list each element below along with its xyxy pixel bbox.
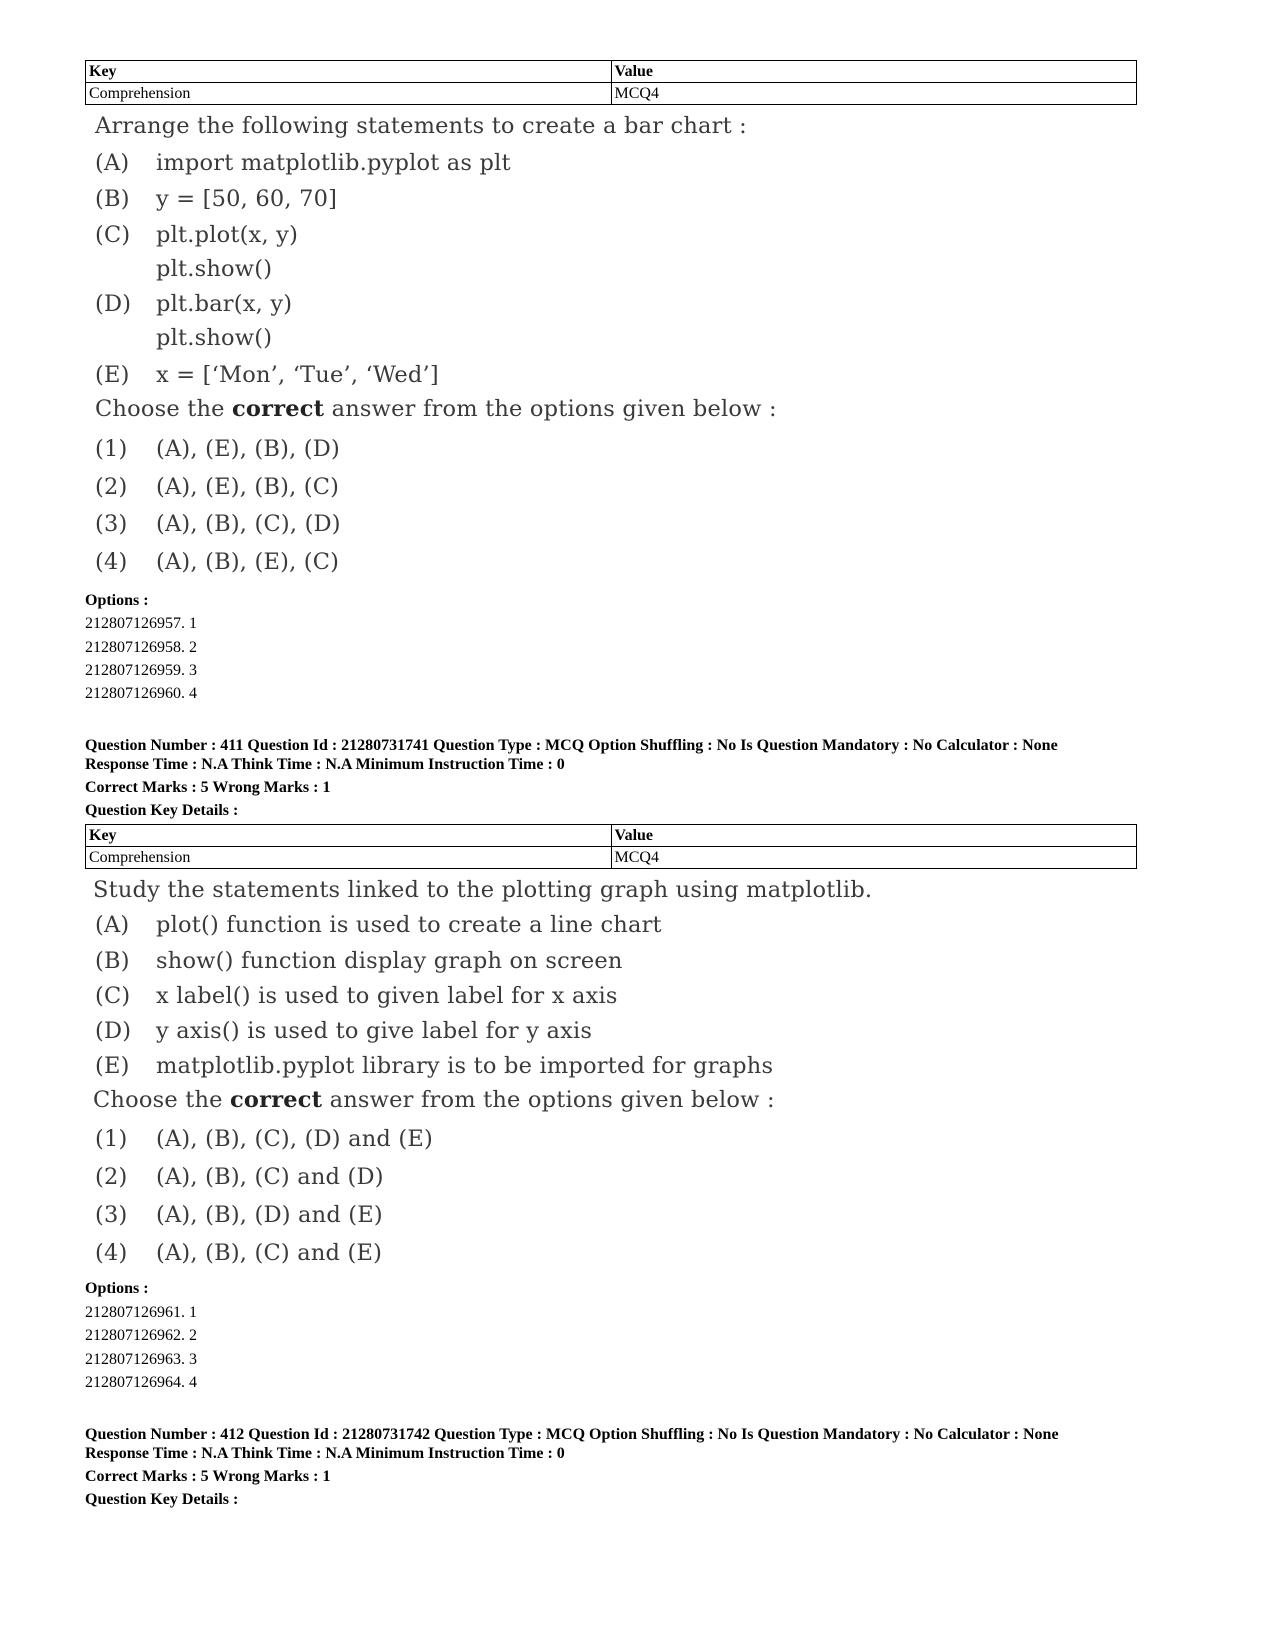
option-item: 212807126960. 4: [85, 685, 197, 702]
choose-instruction: Choose the correct answer from the options given below :: [95, 396, 777, 422]
answer-number: (4): [95, 549, 128, 575]
answer-number: (1): [95, 436, 128, 462]
answer-number: (2): [95, 474, 128, 500]
table-cell-key: Comprehension: [86, 83, 612, 105]
answer-text: (A), (E), (B), (D): [156, 436, 340, 462]
option-item: 212807126961. 1: [85, 1304, 197, 1321]
statement-text: y axis() is used to give label for y axis: [156, 1018, 593, 1044]
statement-text: import matplotlib.pyplot as plt: [156, 150, 511, 176]
choose-instruction: Choose the correct answer from the options given below :: [93, 1087, 775, 1113]
statement-text: matplotlib.pyplot library is to be imported for graphs: [156, 1053, 774, 1079]
answer-number: (4): [95, 1240, 128, 1266]
options-label: Options :: [85, 592, 149, 609]
statement-tag: (C): [95, 222, 131, 248]
statement-text: x = [‘Mon’, ‘Tue’, ‘Wed’]: [156, 362, 439, 388]
answer-number: (1): [95, 1126, 128, 1152]
question-meta-line2: Response Time : N.A Think Time : N.A Minimum Instruction Time : 0: [85, 756, 565, 773]
table-header-key: Key: [86, 825, 612, 847]
table-header-value: Value: [611, 61, 1137, 83]
table-cell-key: Comprehension: [86, 847, 612, 869]
table-header-value: Value: [611, 825, 1137, 847]
statement-tag: (C): [95, 983, 131, 1009]
statement-tag: (A): [95, 150, 130, 176]
statement-tag: (B): [95, 186, 130, 212]
option-item: 212807126964. 4: [85, 1374, 197, 1391]
statement-text: plt.bar(x, y): [156, 291, 293, 317]
statement-text: plot() function is used to create a line chart: [156, 912, 662, 938]
statement-tag: (B): [95, 948, 130, 974]
question-meta-line2: Response Time : N.A Think Time : N.A Minimum Instruction Time : 0: [85, 1445, 565, 1462]
statement-text: x label() is used to given label for x axis: [156, 983, 618, 1009]
question-stem: Arrange the following statements to create a bar chart :: [95, 113, 747, 139]
option-item: 212807126958. 2: [85, 639, 197, 656]
statement-tag: (D): [95, 291, 132, 317]
answer-number: (3): [95, 1202, 128, 1228]
question-meta-line1: Question Number : 411 Question Id : 21280731741 Question Type : MCQ Option Shuffling : No Is Question Mandatory : No Calculator : None: [85, 737, 1058, 754]
option-item: 212807126962. 2: [85, 1327, 197, 1344]
answer-number: (3): [95, 511, 128, 537]
question-stem: Study the statements linked to the plotting graph using matplotlib.: [93, 877, 873, 903]
statement-tag: (A): [95, 912, 130, 938]
q410-key-table: [85, 60, 1137, 105]
options-label: Options :: [85, 1280, 149, 1297]
question-key-details: Question Key Details :: [85, 802, 239, 819]
table-cell-value: MCQ4: [611, 83, 1137, 105]
q411-key-table: [85, 824, 1137, 869]
statement-text: plt.show(): [156, 325, 273, 351]
question-meta-line1: Question Number : 412 Question Id : 21280731742 Question Type : MCQ Option Shuffling : No Is Question Mandatory : No Calculator : None: [85, 1426, 1059, 1443]
answer-text: (A), (B), (D) and (E): [156, 1202, 383, 1228]
answer-text: (A), (B), (E), (C): [156, 549, 340, 575]
statement-text: plt.show(): [156, 256, 273, 282]
option-item: 212807126963. 3: [85, 1351, 197, 1368]
statement-text: y = [50, 60, 70]: [156, 186, 338, 212]
answer-text: (A), (B), (C), (D) and (E): [156, 1126, 433, 1152]
statement-text: plt.plot(x, y): [156, 222, 299, 248]
statement-tag: (E): [95, 362, 130, 388]
answer-number: (2): [95, 1164, 128, 1190]
option-item: 212807126957. 1: [85, 615, 197, 632]
answer-text: (A), (B), (C), (D): [156, 511, 341, 537]
answer-text: (A), (E), (B), (C): [156, 474, 340, 500]
table-cell-value: MCQ4: [611, 847, 1137, 869]
statement-tag: (D): [95, 1018, 132, 1044]
question-key-details: Question Key Details :: [85, 1491, 239, 1508]
answer-text: (A), (B), (C) and (D): [156, 1164, 384, 1190]
option-item: 212807126959. 3: [85, 662, 197, 679]
table-header-key: Key: [86, 61, 612, 83]
question-marks: Correct Marks : 5 Wrong Marks : 1: [85, 779, 331, 796]
answer-text: (A), (B), (C) and (E): [156, 1240, 383, 1266]
statement-tag: (E): [95, 1053, 130, 1079]
question-marks: Correct Marks : 5 Wrong Marks : 1: [85, 1468, 331, 1485]
statement-text: show() function display graph on screen: [156, 948, 623, 974]
